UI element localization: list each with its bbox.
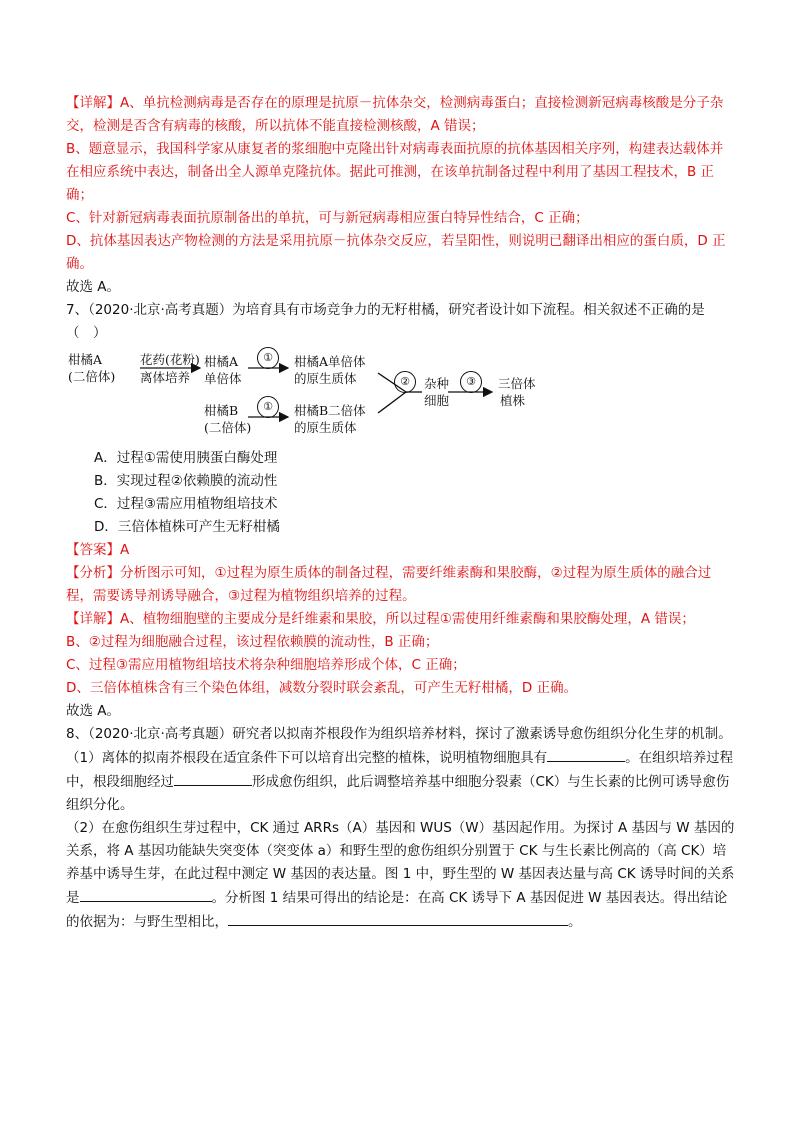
detail-q6-a: 【详解】A、单抗检测病毒是否存在的原理是抗原－抗体杂交，检测病毒蛋白；直接检测新冠病毒核酸是分子杂交，检测是否含有病毒的核酸，所以抗体不能直接检测核酸，A 错误；	[66, 95, 724, 134]
q8-part2: （2）在愈伤组织生芽过程中，CK 通过 ARRs（A）基因和 WUS（W）基因起作用。为探讨 A 基因与 W 基因的关系，将 A 基因功能缺失突变体（突变体 a）和野生型的愈伤组织分别置于 CK 与生长素比例高的（高 CK）培养基中诱导生芽，在此过程中测定 W 基因的表达量。图 1 中，野生型的 W 基因表达量与高 CK 诱导时间的关系是 。分析图 1 结果可得出的结论是：在高 CK 诱导下 A 基因促进 W 基因表达。得出结论的依据为：与野生型相比， 。	[66, 820, 735, 930]
q7-detail-d: D、三倍体植株含有三个染色体组，减数分裂时联会紊乱，可产生无籽柑橘，D 正确。	[66, 680, 578, 696]
citrus-a-label: 柑橘A	[68, 352, 103, 367]
q7-choose: 故选 A。	[66, 703, 121, 719]
step-1-marker-top: ①	[257, 347, 279, 369]
q7-option-c: C．过程③需应用植物组培技术	[94, 496, 278, 512]
q7-detail-c: C、过程③需应用植物组培技术将杂种细胞培养形成个体，C 正确；	[66, 657, 466, 673]
hybrid-label: 杂种	[424, 376, 450, 391]
q7-option-a: A．过程①需使用胰蛋白酶处理	[94, 450, 278, 466]
q6-choose: 故选 A。	[66, 279, 121, 295]
answer-blank-2[interactable]	[174, 770, 252, 786]
q7-stem: 7、（2020·北京·高考真题）为培育具有市场竞争力的无籽柑橘，研究者设计如下流程。相关叙述不正确的是（ ）	[66, 302, 705, 341]
q7-analysis: 【分析】分析图示可知，①过程为原生质体的制备过程，需要纤维素酶和果胶酶，②过程为原生质体的融合过程，需要诱导剂诱导融合，③过程为植物组织培养的过程。	[66, 565, 712, 604]
process-diagram	[68, 351, 536, 443]
protoplast-b-label: 柑橘B二倍体	[294, 403, 366, 418]
q8-part1: （1）离体的拟南芥根段在适宜条件下可以培育出完整的植株，说明植物细胞具有 。在组织培养过程中，根段细胞经过 形成愈伤组织，此后调整培养基中细胞分裂素（CK）与生长素的比例可诱导愈伤组织分化。	[66, 746, 736, 817]
citrus-b-ploidy: (二倍体)	[204, 420, 252, 435]
detail-q6-c: C、针对新冠病毒表面抗原制备出的单抗，可与新冠病毒相应蛋白特异性结合，C 正确；	[66, 210, 589, 226]
triploid-label: 三倍体	[498, 376, 536, 391]
protoplast-a-sub: 的原生质体	[294, 371, 357, 386]
protoplast-b-sub: 的原生质体	[294, 420, 357, 435]
citrus-b-label: 柑橘B	[204, 403, 239, 418]
detail-q6-d: D、抗体基因表达产物检测的方法是采用抗原－抗体杂交反应，若呈阳性，则说明已翻译出相应的蛋白质，D 正确。	[66, 233, 726, 272]
answer-blank-1[interactable]	[547, 746, 625, 762]
q8-stem: 8、（2020·北京·高考真题）研究者以拟南芥根段作为组织培养材料，探讨了激素诱导愈伤组织分化生芽的机制。	[66, 726, 732, 742]
q7-detail-b: B、②过程为细胞融合过程，该过程依赖膜的流动性，B 正确；	[66, 634, 439, 650]
q7-option-d: D．三倍体植株可产生无籽柑橘	[94, 519, 280, 535]
step-1-marker-bottom: ①	[257, 396, 279, 418]
detail-q6-b: B、题意显示，我国科学家从康复者的浆细胞中克隆出针对病毒表面抗原的抗体基因相关序列，构建表达载体并在相应系统中表达，制备出全人源单克隆抗体。据此可推测，在该单抗制备过程中利用了基因工程技术，B 正确；	[66, 141, 724, 203]
q7-answer: 【答案】A	[66, 542, 130, 558]
haploid-a-sub: 单倍体	[204, 371, 242, 386]
citrus-a-ploidy: (二倍体)	[68, 369, 116, 384]
culture-label: 离体培养	[140, 370, 191, 385]
step-3-marker: ③	[460, 371, 482, 393]
q7-detail-a: 【详解】A、植物细胞壁的主要成分是纤维素和果胶，所以过程①需使用纤维素酶和果胶酶处理，A 错误；	[66, 611, 695, 627]
answer-blank-4[interactable]	[228, 910, 568, 926]
anther-label: 花药(花粉)	[140, 352, 200, 367]
q7-option-b: B．实现过程②依赖膜的流动性	[94, 473, 278, 489]
triploid-sub: 植株	[500, 393, 526, 408]
document-page	[66, 92, 736, 934]
step-2-marker: ②	[394, 371, 416, 393]
protoplast-a-label: 柑橘A单倍体	[294, 354, 366, 369]
answer-blank-3[interactable]	[80, 886, 212, 902]
hybrid-sub: 细胞	[424, 393, 450, 408]
haploid-a-label: 柑橘A	[204, 354, 239, 369]
